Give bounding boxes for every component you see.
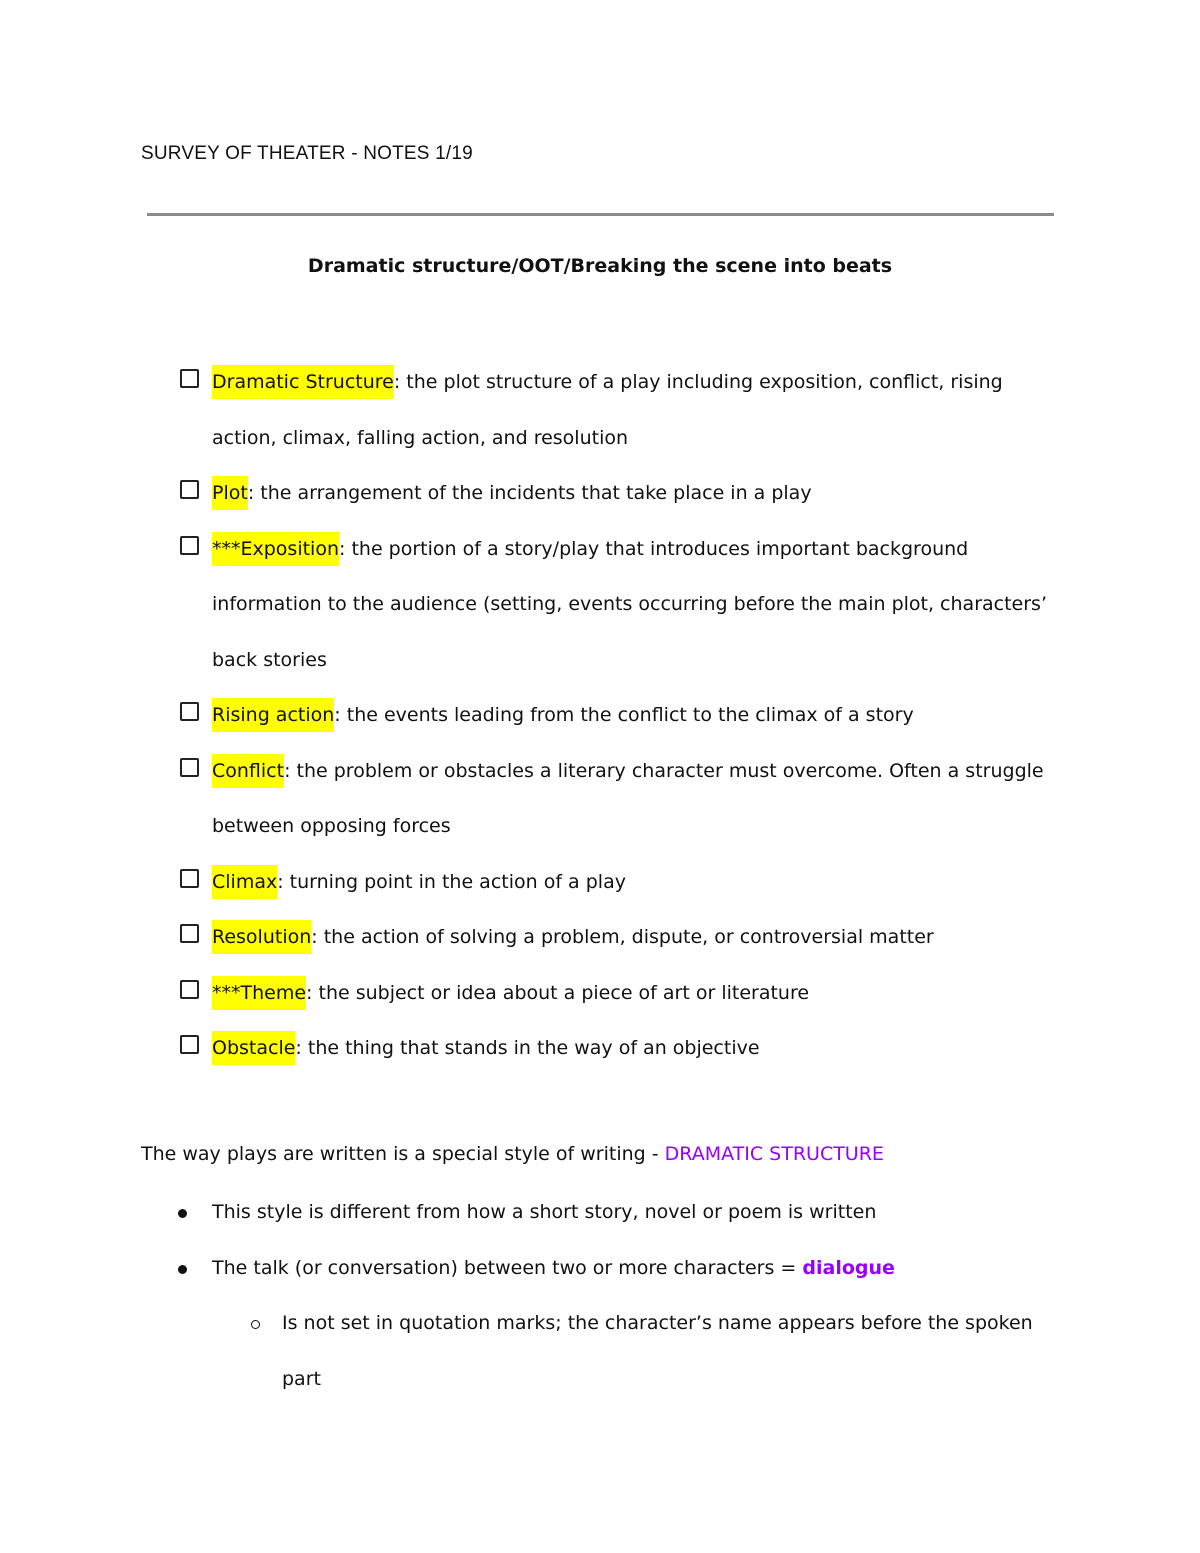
checklist-item-exposition [178, 522, 1068, 689]
checkbox-icon[interactable] [180, 536, 199, 555]
term-definition: : the subject or idea about a piece of art or literature [306, 981, 810, 1004]
term-highlight: Rising action [212, 698, 334, 732]
checkbox-icon[interactable] [180, 480, 199, 499]
hollow-bullet-icon [251, 1320, 260, 1329]
sub-bullet-item-quotation [178, 1296, 1068, 1407]
term-highlight: Plot [212, 476, 248, 510]
vocabulary-checklist [178, 355, 1068, 1077]
term-highlight: Dramatic Structure [212, 365, 394, 399]
term-definition: : the portion of a story/play that introduces important background information to the audience (setting, events occurring before the main plot, characters’ back stories [212, 537, 1047, 671]
checkbox-icon[interactable] [180, 980, 199, 999]
term-definition: : the thing that stands in the way of an objective [295, 1037, 760, 1059]
term-definition: : the problem or obstacles a literary character must overcome. Often a struggle between opposing forces [212, 759, 1044, 837]
checkbox-icon[interactable] [180, 758, 199, 777]
term-definition: : turning point in the action of a play [277, 870, 626, 893]
checkbox-icon[interactable] [180, 869, 199, 888]
term-definition: : the plot structure of a play including exposition, conflict, rising action, climax, falling action, and resolution [212, 371, 1003, 449]
checkbox-icon[interactable] [180, 702, 199, 721]
intro-paragraph [141, 1143, 884, 1165]
checklist-item-obstacle [178, 1021, 1068, 1077]
bullet-emphasis: dialogue [802, 1256, 895, 1279]
checkbox-icon[interactable] [180, 924, 199, 943]
checklist-item-plot [178, 466, 1068, 522]
bullet-item-style [178, 1185, 1068, 1241]
checkbox-icon[interactable] [180, 369, 199, 388]
term-highlight: ***Exposition [212, 532, 339, 566]
checklist-item-resolution [178, 910, 1068, 966]
checklist-item-dramatic-structure [178, 355, 1068, 466]
term-highlight: Conflict [212, 754, 284, 788]
term-highlight: ***Theme [212, 976, 306, 1010]
checklist-item-rising-action [178, 688, 1068, 744]
section-subtitle: Dramatic structure/OOT/Breaking the scene into beats [307, 255, 893, 277]
bullet-item-dialogue [178, 1241, 1068, 1297]
horizontal-rule [147, 213, 1054, 216]
term-highlight: Resolution [212, 920, 311, 954]
sub-bullet-text: Is not set in quotation marks; the character’s name appears before the spoken part [282, 1312, 1033, 1390]
term-definition: : the action of solving a problem, dispute, or controversial matter [311, 926, 934, 948]
intro-text: The way plays are written is a special style of writing - [141, 1143, 665, 1165]
page-title: SURVEY OF THEATER - NOTES 1/19 [141, 143, 473, 164]
bullet-dot-icon [178, 1209, 187, 1218]
checklist-item-theme [178, 966, 1068, 1022]
checklist-item-climax [178, 855, 1068, 911]
checklist-item-conflict [178, 744, 1068, 855]
checkbox-icon[interactable] [180, 1035, 199, 1054]
term-highlight: Obstacle [212, 1031, 295, 1065]
intro-emphasis: DRAMATIC STRUCTURE [664, 1143, 884, 1165]
term-definition: : the events leading from the conflict to the climax of a story [334, 704, 914, 726]
bullet-text: This style is different from how a short story, novel or poem is written [212, 1201, 877, 1223]
bullet-text: The talk (or conversation) between two or more characters = [212, 1256, 803, 1279]
bullet-list [178, 1185, 1068, 1407]
term-highlight: Climax [212, 865, 277, 899]
term-definition: : the arrangement of the incidents that take place in a play [247, 482, 812, 504]
bullet-dot-icon [178, 1265, 187, 1274]
